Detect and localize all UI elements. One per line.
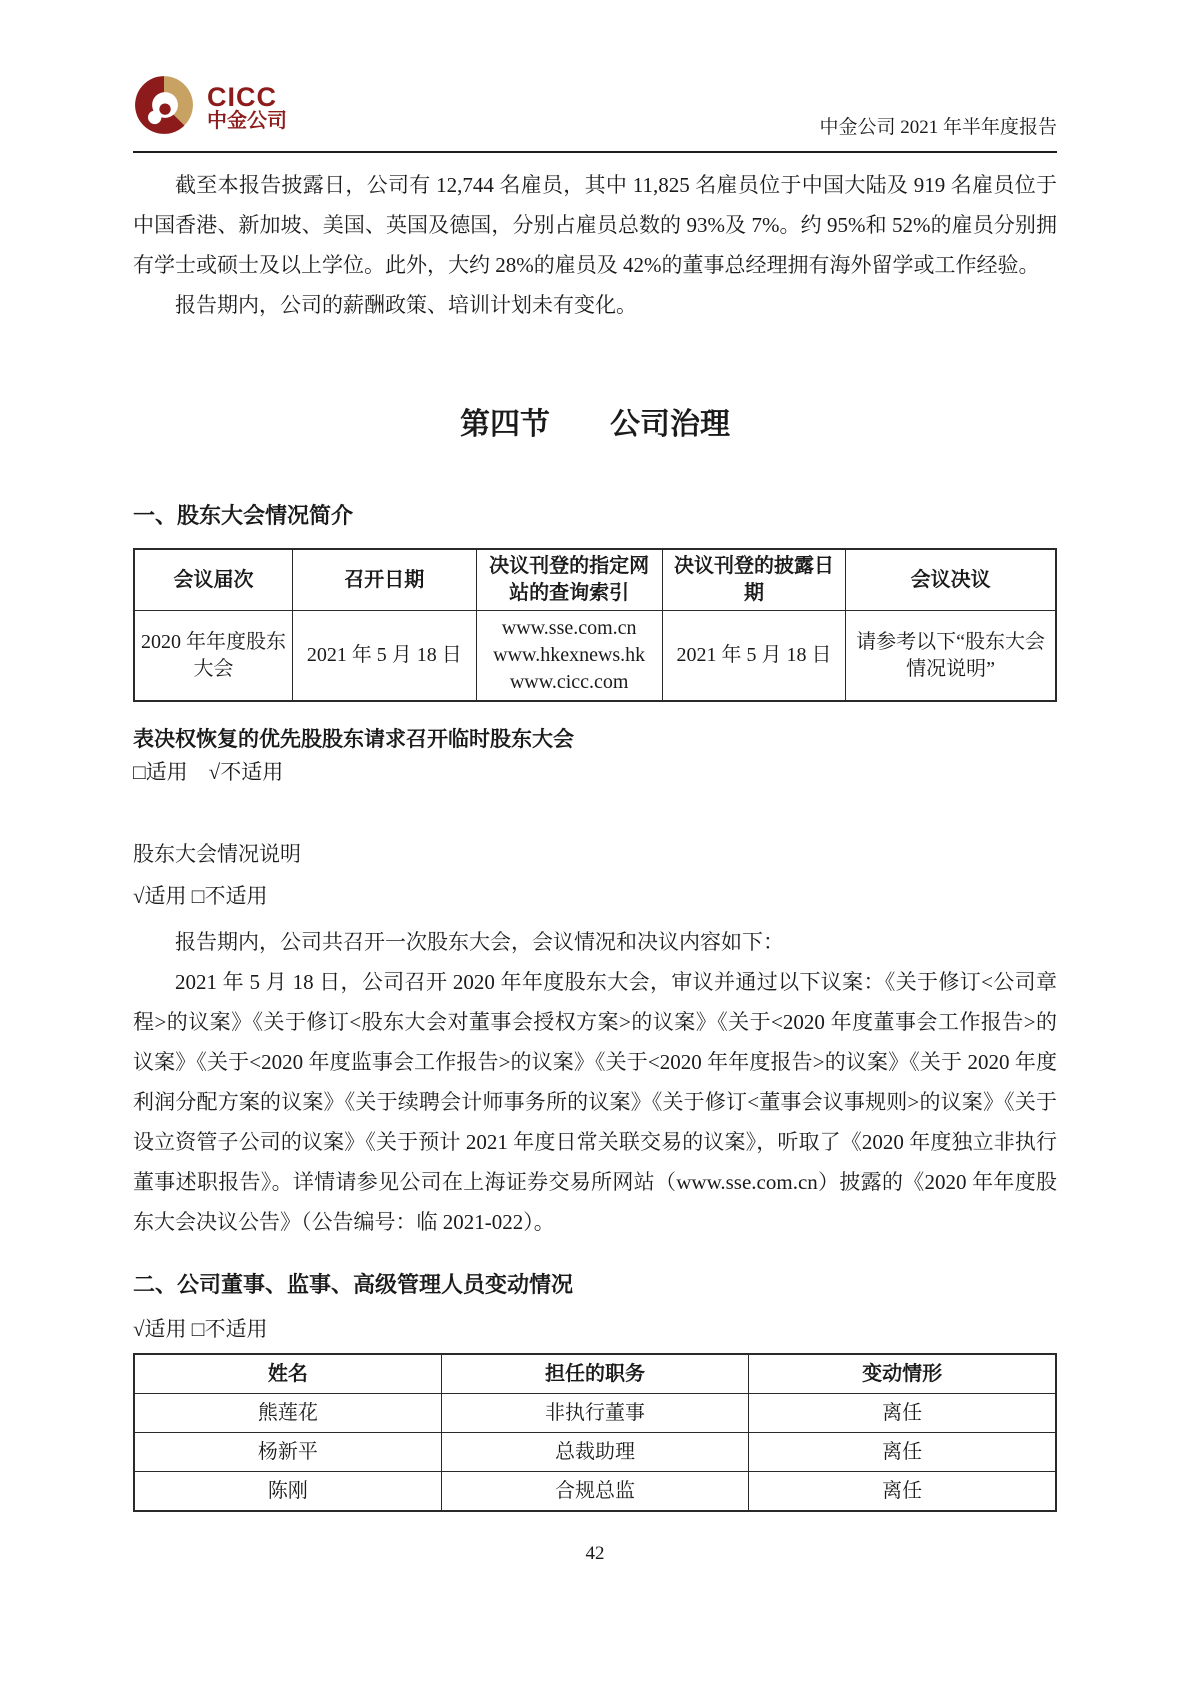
cell-disclosure-date: 2021 年 5 月 18 日: [662, 611, 845, 702]
website-hkex: www.hkexnews.hk: [493, 644, 646, 666]
website-sse: www.sse.com.cn: [501, 617, 637, 639]
intro-paragraph-employees: 截至本报告披露日，公司有 12,744 名雇员，其中 11,825 名雇员位于中国大陆及 919 名雇员位于中国香港、新加坡、美国、英国及德国，分别占雇员总数的 93%及 7%。约 95%和 52%的雇员分别拥有学士或硕士及以上学位。此外，大约 28%的雇员及 42%的董事总经理拥有海外留学或工作经验。: [133, 173, 1057, 277]
cell-change: 离任: [749, 1472, 1056, 1512]
intro-paragraph-policy: 报告期内，公司的薪酬政策、培训计划未有变化。: [175, 293, 637, 317]
meeting-resolutions-paragraph: 2021 年 5 月 18 日，公司召开 2020 年年度股东大会，审议并通过以下议案：《关于修订<公司章程>的议案》《关于修订<股东大会对董事会授权方案>的议案》《关于<2020 年度董事会工作报告>的议案》《关于<2020 年度监事会工作报告>的议案》《关于<2020 年年度报告>的议案》《关于 2020 年度利润分配方案的议案》《关于续聘会计师事务所的议案》《关于修订<董事会议事规则>的议案》《关于设立资管子公司的议案》《关于预计 2021 年度日常关联交易的议案》，听取了《2020 年度独立非执行董事述职报告》。详情请参见公司在上海证券交易所网站（www.sse.com.cn）披露的《2020 年年度股东大会决议公告》（公告编号：临 2021-022）。: [133, 970, 1057, 1234]
section2-heading: 二、公司董事、监事、高级管理人员变动情况: [133, 1272, 574, 1297]
cell-name: 熊莲花: [134, 1394, 441, 1433]
cell-position: 总裁助理: [441, 1433, 748, 1472]
cell-session: 2020 年年度股东大会: [134, 611, 293, 702]
table-header-row: [134, 549, 1056, 611]
col-header-date: 召开日期: [293, 549, 476, 611]
cell-websites: [476, 611, 662, 702]
cicc-logo: [133, 74, 287, 141]
col-header-resolution: 会议决议: [846, 549, 1056, 611]
meeting-summary-intro: 报告期内，公司共召开一次股东大会，会议情况和决议内容如下：: [175, 930, 784, 954]
col-header-session: 会议届次: [134, 549, 293, 611]
cell-name: 陈刚: [134, 1472, 441, 1512]
col-header-change: 变动情形: [749, 1354, 1056, 1394]
section2-applicability-line: √适用 □不适用: [133, 1317, 268, 1341]
chapter-title: 第四节 公司治理: [460, 408, 730, 441]
cell-name: 杨新平: [134, 1433, 441, 1472]
page-number: 42: [585, 1543, 605, 1564]
cell-change: 离任: [749, 1394, 1056, 1433]
table-row: [134, 611, 1056, 702]
col-header-name: 姓名: [134, 1354, 441, 1394]
col-header-websites: 决议刊登的指定网站的查询索引: [476, 549, 662, 611]
personnel-change-table: [133, 1353, 1057, 1512]
cicc-logo-icon: [133, 74, 195, 141]
logo-text-cn: 中金公司: [207, 110, 287, 133]
section1-heading: 一、股东大会情况简介: [133, 503, 354, 528]
table-header-row: [134, 1354, 1056, 1394]
preferred-applicability-line: □适用 √不适用: [133, 760, 284, 784]
page-header: [133, 0, 1057, 153]
preferred-shares-heading: 表决权恢复的优先股股东请求召开临时股东大会: [133, 728, 574, 751]
table-row: [134, 1472, 1056, 1512]
table-row: [134, 1433, 1056, 1472]
report-title: 中金公司 2021 年半年度报告: [819, 117, 1057, 138]
cell-resolution: 请参考以下“股东大会情况说明”: [846, 611, 1056, 702]
shareholder-meeting-table: [133, 548, 1057, 702]
cell-date: 2021 年 5 月 18 日: [293, 611, 476, 702]
cell-position: 非执行董事: [441, 1394, 748, 1433]
explanation-applicability-line: √适用 □不适用: [133, 884, 268, 908]
table-row: [134, 1394, 1056, 1433]
meeting-explanation-heading: 股东大会情况说明: [133, 842, 301, 866]
cell-change: 离任: [749, 1433, 1056, 1472]
website-cicc: www.cicc.com: [509, 671, 629, 693]
col-header-disclosure-date: 决议刊登的披露日期: [662, 549, 845, 611]
logo-text-en: CICC: [207, 81, 277, 112]
cell-position: 合规总监: [441, 1472, 748, 1512]
col-header-position: 担任的职务: [441, 1354, 748, 1394]
